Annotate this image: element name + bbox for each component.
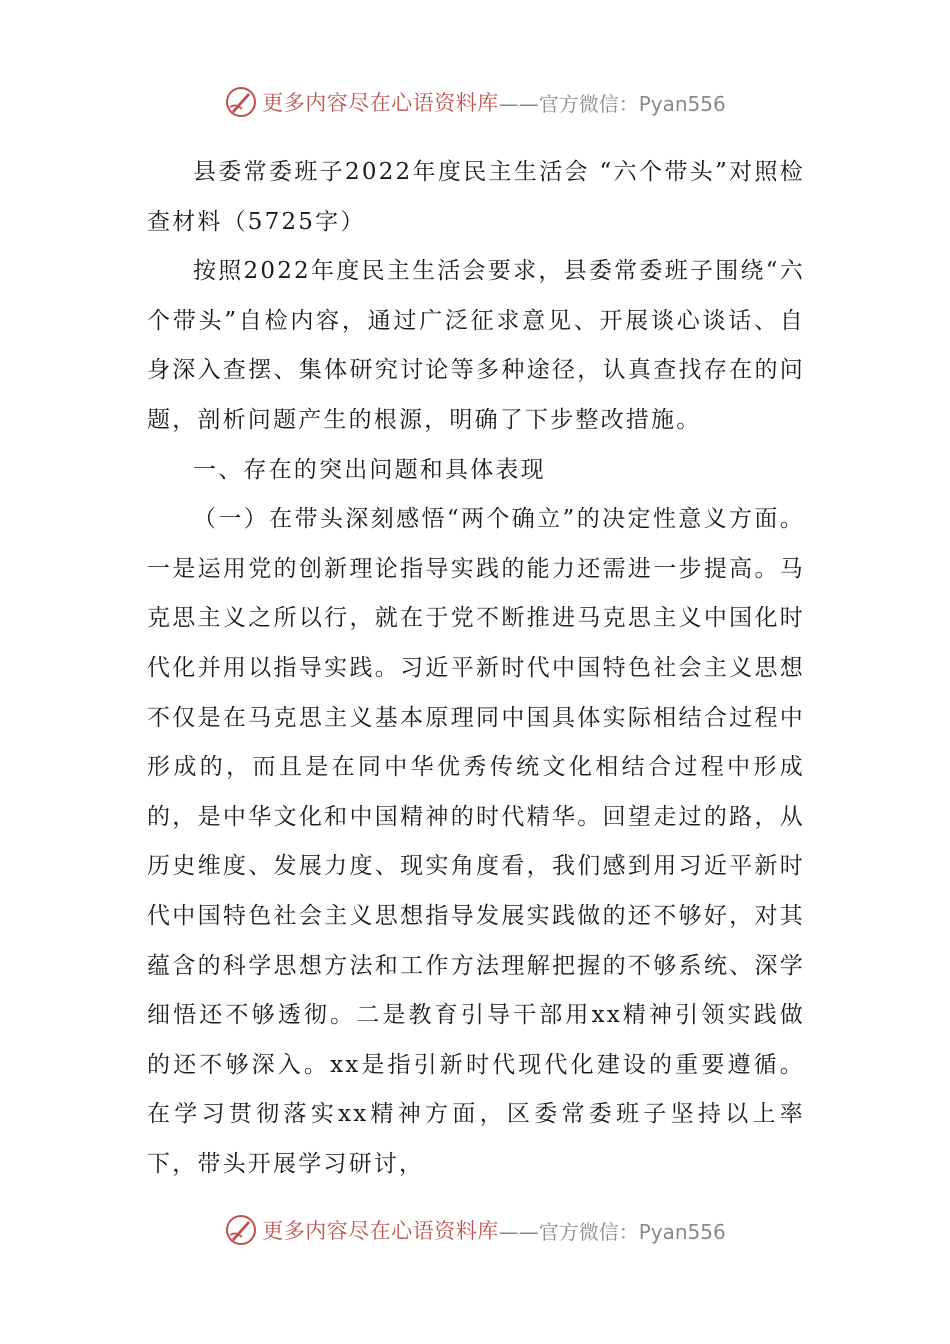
section-heading: 一、存在的突出问题和具体表现	[193, 456, 546, 483]
quill-logo-icon	[224, 1213, 258, 1247]
footer-banner	[0, 1210, 950, 1250]
document-title: 县委常委班子2022年度民主生活会 “六个带头”对照检查材料（5725字）	[147, 159, 805, 235]
header-banner	[0, 82, 950, 122]
intro-paragraph: 按照2022年度民主生活会要求，县委常委班子围绕“六个带头”自检内容，通过广泛征求意见、开展谈心谈话、自身深入查摆、集体研究讨论等多种途径，认真查找存在的问题，剖析问题产生的根源，明确了下步整改措施。	[147, 258, 805, 433]
section-paragraph: （一）在带头深刻感悟“两个确立”的决定性意义方面。一是运用党的创新理论指导实践的能力还需进一步提高。马克思主义之所以行，就在于党不断推进马克思主义中国化时代化并用以指导实践。习近平新时代中国特色社会主义思想不仅是在马克思主义基本原理同中国具体实际相结合过程中形成的，而且是在同中华优秀传统文化相结合过程中形成的，是中华文化和中国精神的时代精华。回望走过的路，从历史维度、发展力度、现实角度看，我们感到用习近平新时代中国特色社会主义思想指导发展实践做的还不够好，对其蕴含的科学思想方法和工作方法理解把握的不够系统、深学细悟还不够透彻。二是教育引导干部用xx精神引领实践做的还不够深入。xx是指引新时代现代化建设的重要遵循。在学习贯彻落实xx精神方面，区委常委班子坚持以上率下，带头开展学习研讨，	[147, 506, 805, 1177]
banner-library-text: 更多内容尽在心语资料库	[262, 91, 499, 115]
banner-wechat-text: ——官方微信：Pyan556	[498, 91, 726, 116]
banner-library-text: 更多内容尽在心语资料库	[262, 1219, 499, 1243]
banner-wechat-text: ——官方微信：Pyan556	[498, 1219, 726, 1244]
quill-logo-icon	[224, 85, 258, 119]
document-body	[147, 148, 805, 1189]
